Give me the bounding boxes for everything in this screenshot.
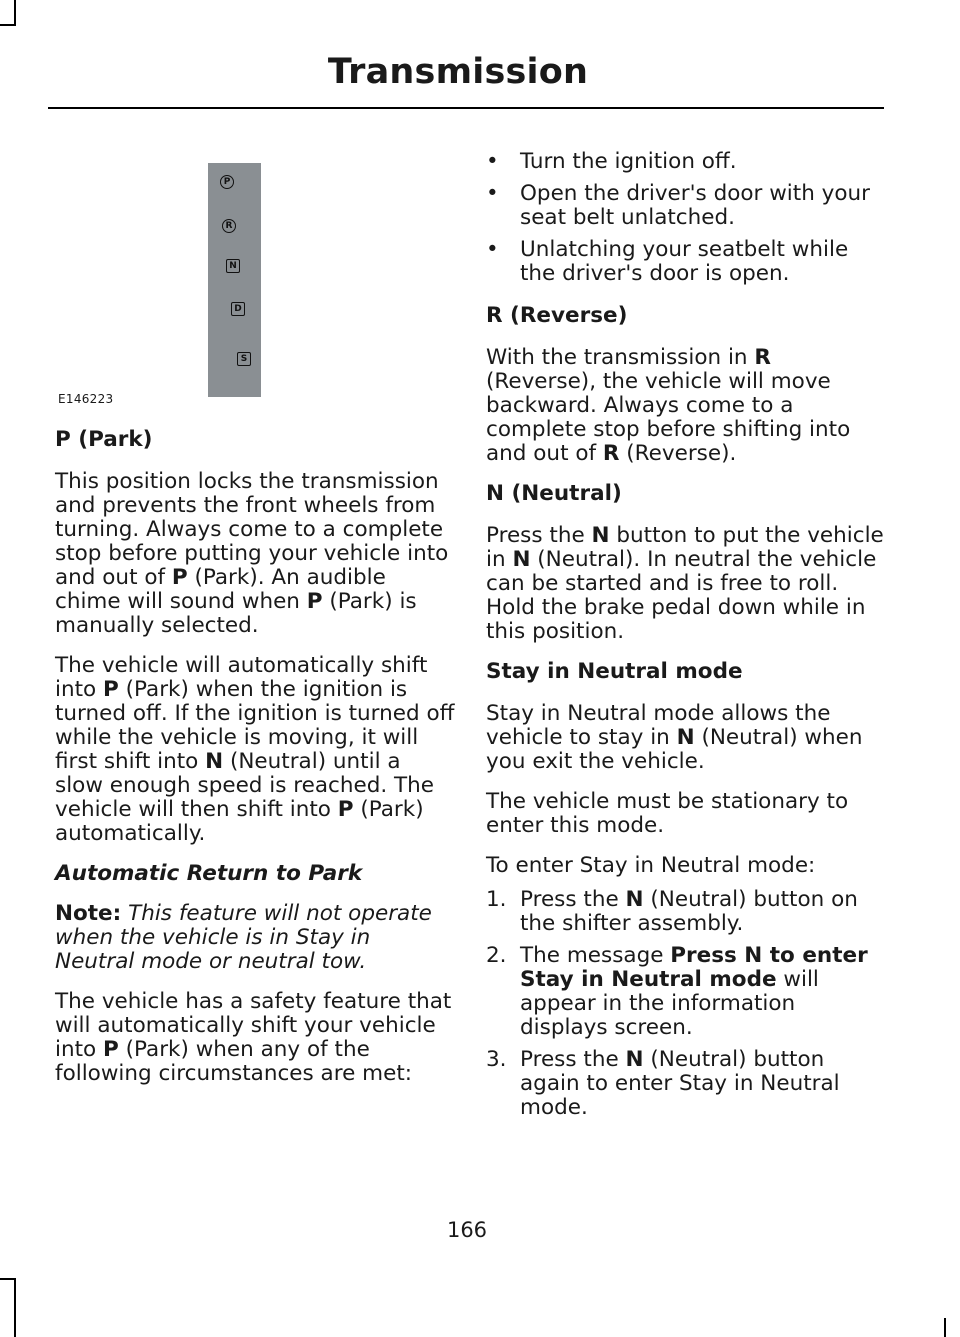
neutral-icon: N (226, 259, 240, 273)
crop-mark-bottom-right (944, 1318, 946, 1337)
left-column (55, 428, 455, 1096)
page-title: Transmission (327, 52, 589, 92)
header-rule (48, 107, 884, 109)
safety-paragraph: The vehicle has a safety feature that will automatically shift your vehicle into P (Park) when any of the following circumstances are met: (55, 989, 452, 1086)
list-item: • Open the driver's door with your seat belt unlatched. (486, 181, 870, 230)
list-item: 2. The message Press N to enter Stay in Neutral mode will appear in the information displays screen. (486, 943, 868, 1040)
park-heading: P (Park) (55, 427, 153, 452)
neutral-heading: N (Neutral) (486, 481, 622, 506)
list-item: • Turn the ignition off. (486, 149, 737, 174)
auto-return-heading: Automatic Return to Park (55, 861, 363, 886)
sport-icon: S (237, 352, 251, 366)
stay-neutral-heading: Stay in Neutral mode (486, 659, 743, 684)
gear-selector-figure (208, 163, 261, 397)
reverse-heading: R (Reverse) (486, 303, 628, 328)
stay-paragraph-2: The vehicle must be stationary to enter this mode. (486, 789, 849, 838)
park-icon: P (220, 175, 234, 189)
page-number: 166 (446, 1218, 488, 1242)
drive-icon: D (231, 302, 245, 316)
list-item: 3. Press the N (Neutral) button again to enter Stay in Neutral mode. (486, 1047, 840, 1120)
park-paragraph-1: This position locks the transmission and prevents the front wheels from turning. Always come to a complete stop before putting your vehicle into and out of P (Park). An audible chime will sound when P (Park) is manually selected. (55, 469, 449, 638)
stay-paragraph-1: Stay in Neutral mode allows the vehicle to stay in N (Neutral) when you exit the vehicle. (486, 701, 863, 774)
list-item: 1. Press the N (Neutral) button on the shifter assembly. (486, 887, 858, 936)
note-label: Note: (55, 901, 122, 926)
stay-paragraph-3: To enter Stay in Neutral mode: (486, 853, 816, 878)
park-paragraph-2: The vehicle will automatically shift into P (Park) when the ignition is turned off. If the ignition is turned off while the vehicle is moving, it will first shift into N (Neutral) until a slow enough speed is reached. The vehicle will then shift into P (Park) automatically. (55, 653, 455, 846)
right-column (486, 150, 886, 1128)
crop-mark-top-left-h (0, 24, 16, 26)
crop-mark-bottom-left (14, 1278, 16, 1337)
crop-mark-bottom-left-h (0, 1278, 16, 1280)
figure-label: E146223 (58, 392, 114, 406)
crop-mark-top-left (14, 0, 16, 26)
list-item: • Unlatching your seatbelt while the driver's door is open. (486, 237, 849, 286)
reverse-paragraph: With the transmission in R (Reverse), the vehicle will move backward. Always come to a complete stop before shifting into and out of R (Reverse). (486, 345, 851, 466)
neutral-paragraph: Press the N button to put the vehicle in N (Neutral). In neutral the vehicle can be started and is free to roll. Hold the brake pedal down while in this position. (486, 523, 884, 644)
reverse-icon: R (222, 219, 236, 233)
note: Note: This feature will not operate when the vehicle is in Stay in Neutral mode or neutral tow. (55, 901, 432, 974)
